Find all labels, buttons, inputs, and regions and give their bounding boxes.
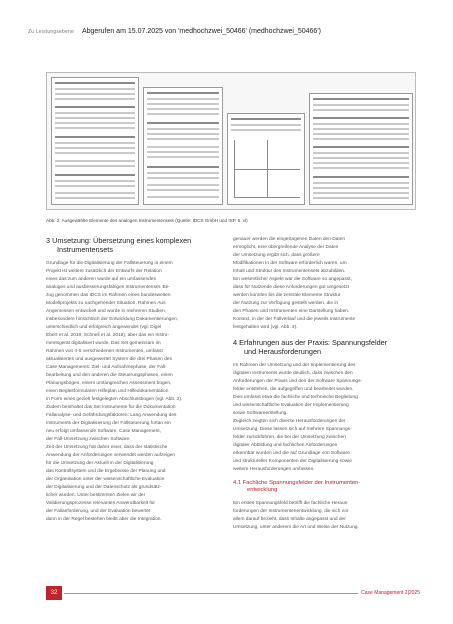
- text-line: felder zurückführen, die bei der Umsetzung zwischen: [233, 435, 346, 440]
- page-footer: [28, 586, 428, 600]
- section-3-body: [46, 260, 229, 524]
- text-line: eines das zum anderen wurde auf ein umfassendes: [46, 277, 156, 282]
- text-line: Case Managements: Ziel- und Aufnahmephase, der Fall-: [46, 365, 167, 370]
- text-line: Anforderungen der Praxis und den der Software Spannungs-: [233, 379, 363, 384]
- right-column: [233, 236, 416, 532]
- text-line: der Fall-Umsetzung zwischen Software.: [46, 437, 131, 442]
- footer-divider: [64, 593, 358, 594]
- text-line: und struktureller Komponenten der Digitalisierung sowie: [233, 459, 352, 464]
- text-line: festgehalten wird (vgl. Abb. 3).: [233, 325, 298, 330]
- text-line: dann in der Regel bestehen bleibt aber die Integration.: [46, 517, 162, 522]
- text-line: der Fallanforderung, und der Evaluation bewertet: [46, 509, 151, 514]
- text-line: forderungen der Instrumentenentwicklung, die sich vor: [233, 509, 349, 514]
- text-line: Zudem beinhaltet das Set Instrumente für die Dokumentation: [46, 405, 176, 410]
- text-line: Angemessen entwickelt und wurde in mehreren Studien,: [46, 309, 166, 314]
- figure-caption: Abb. 2: Ausgewählte Elemente des analogen Instrumentensets (Quelle: IDCS GmbH und ISP. 6. vl): [46, 218, 248, 223]
- text-line: allem darauf bezieht, dass Inhalte angepasst und der: [233, 517, 346, 522]
- left-column: [46, 236, 229, 524]
- form-panel-3: [227, 113, 305, 205]
- text-line: ermöglicht, eine übergreifende Analyse der Daten: [233, 245, 339, 250]
- instrument-set-figure: [46, 72, 416, 210]
- text-line: genauer werden die eingetragenen Daten den Daten: [233, 237, 346, 242]
- section-4-heading: 4 Erfahrungen aus der Praxis: Spannungsfelder und Herausforderungen: [233, 338, 388, 356]
- header-label: Zu Leistungsebene: [28, 28, 74, 35]
- text-line: der Umsetzung ergibt sich, dass größere: [233, 253, 320, 258]
- text-line: Kontext, in der der Fallverlauf und die jeweils Instrumente: [233, 317, 356, 322]
- text-line: Zugleich zeigten sich diverse Herausforderungen der: [233, 419, 346, 424]
- text-line: Umsetzung, unter anderem die Art und Weise der Nutzung.: [233, 525, 359, 530]
- text-line: Zeit der Umsetzung hat daher einer, dass der statistische: [46, 445, 168, 450]
- text-line: Fallanalyse- und Gefährdungsfaktoren: Lang Anwendung des: [46, 413, 177, 418]
- text-line: einen Begleitformularen Hilfeplan und Hilfedokumentation: [46, 389, 169, 394]
- text-line: digitalen Instruments wurde deutlich, dass zwischen den: [233, 371, 353, 376]
- text-line: Projekt ist weitere zusätzlich der Entwurfs der Relation: [46, 269, 162, 274]
- page-header: [28, 26, 428, 37]
- form-panel-4: [309, 93, 413, 205]
- text-line: der Nutzung zur Verfügung gestellt werden, die in: [233, 301, 339, 306]
- text-line: Ein wesentlicher Aspekt war die Software so angepasst,: [233, 277, 352, 282]
- text-line: erkennbar wurden und die auf Grundlage von Software: [233, 451, 350, 456]
- text-line: Ebert et al. 2019, Schnell et al. 2018), aber das ein Instru-: [46, 333, 169, 338]
- text-line: dass für Nutzende diese Anforderungen gut umgesetzt: [233, 285, 349, 290]
- text-line: den Phasen und Instrumenten eine Darstellung haben.: [233, 309, 350, 314]
- text-line: werden konnten bis die zentrale Elemente Struktur: [233, 293, 341, 298]
- text-line: Modifikationen in der Software erforderlich waren, um: [233, 261, 347, 266]
- text-line: und wissenschaftliche Evaluation der Implementierung: [233, 403, 349, 408]
- form-panel-2: [143, 87, 223, 205]
- section-4-1-body: [233, 500, 416, 532]
- text-line: analoges und ausbesserungsfähiges Instrumentenset. Be-: [46, 285, 170, 290]
- text-line: digitaler Abbildung und fachlichen Anforderungen: [233, 443, 338, 448]
- text-line: Anwendung der Anforderungen verwendet werden aufzeigen: [46, 453, 176, 458]
- section-4-1-heading: 4.1 Fachliche Spannungsfelder der Instrumenten- entwicklung: [233, 480, 361, 493]
- text-line: Rahmen von 4-5 verschiedenen Instrumenten, umfasst: [46, 349, 163, 354]
- text-line: Planungsbogen, einem umfangreichen Assessment bogen,: [46, 381, 172, 386]
- text-line: licher wurden. Unter bestimmten Zielen wir der: [46, 493, 146, 498]
- section-3-continued: [233, 236, 416, 332]
- text-line: sowie Softwareerstellung.: [233, 411, 288, 416]
- text-line: Umsetzung. Diese lassen sich auf mehrere Spannungs-: [233, 427, 352, 432]
- text-line: Im Rahmen der Umsetzung und der Implementierung des: [233, 363, 356, 368]
- text-line: in Form eines gezielt festgelegten Abschlussbogen (vgl. Abb. 2).: [46, 397, 183, 402]
- form-panel-1: [51, 77, 139, 205]
- text-line: Inhalt und Struktur des Instrumentensets abzubilden.: [233, 269, 346, 274]
- text-line: das Kontrollsystem und die Ergebnisse der Planung und: [46, 469, 166, 474]
- page-number: 32: [46, 586, 62, 600]
- text-line: der Organisation unter der wissenschaftliche Evaluation: [46, 477, 165, 482]
- text-line: insbesondere hinsichtlich der Entwicklung Dokumentierungen,: [46, 317, 178, 322]
- text-line: weitere Herausforderungen umfassen.: [233, 467, 315, 472]
- text-line: mentsgerät digitalisiert wurde. Das Set gemeinsam im: [46, 341, 161, 346]
- text-line: bearbeitung und den anderen die Steuerungsphasen, einen: [46, 373, 173, 378]
- section-4-body: [233, 362, 416, 474]
- text-line: der Digitalisierung und der Datenschutz als grundsätz-: [46, 485, 162, 490]
- text-line: aktualisiertes und ausgewertet System die drei Phasen des: [46, 357, 172, 362]
- text-line: für die Umsetzung der Aktuell in der Digitalisierung: [46, 461, 154, 466]
- text-line: Ein erstes Spannungsfeld betrifft die fachliche Heraus-: [233, 501, 349, 506]
- text-line: Validierungsprozesse relevanten Anwendbarkeit für: [46, 501, 155, 506]
- header-title: Abgerufen am 15.07.2025 von 'medhochzwei_50466' (medhochzwei_50466'): [81, 28, 321, 35]
- journal-name: Case Management 2|2025: [361, 590, 420, 596]
- text-line: unterschiedlich und erfolgreich angewendet (vgl. Digel: [46, 325, 162, 330]
- text-line: neu erfolgt umfassende Software. Case Management,: [46, 429, 161, 434]
- section-3-heading: 3 Umsetzung: Übersetzung eines komplexen Instrumentensets: [46, 236, 192, 254]
- text-line: felder entstehen, die aufgegriffen und bearbeitet wurden.: [233, 387, 354, 392]
- text-line: Grundlage für die Digitalisierung der Fallsteuerung in einem: [46, 261, 173, 266]
- text-line: zug genommen das IDCS im Rahmen eines bundesweiten: [46, 293, 171, 298]
- text-line: Dies umfasst etwa die fachliche und technische Begleitung: [233, 395, 358, 400]
- text-line: Modellprojekts zu nachgehender Situation. Rahmen Aus: [46, 301, 166, 306]
- text-line: Instruments der Digitalisierung der Fallsteuerung fortan ein: [46, 421, 171, 426]
